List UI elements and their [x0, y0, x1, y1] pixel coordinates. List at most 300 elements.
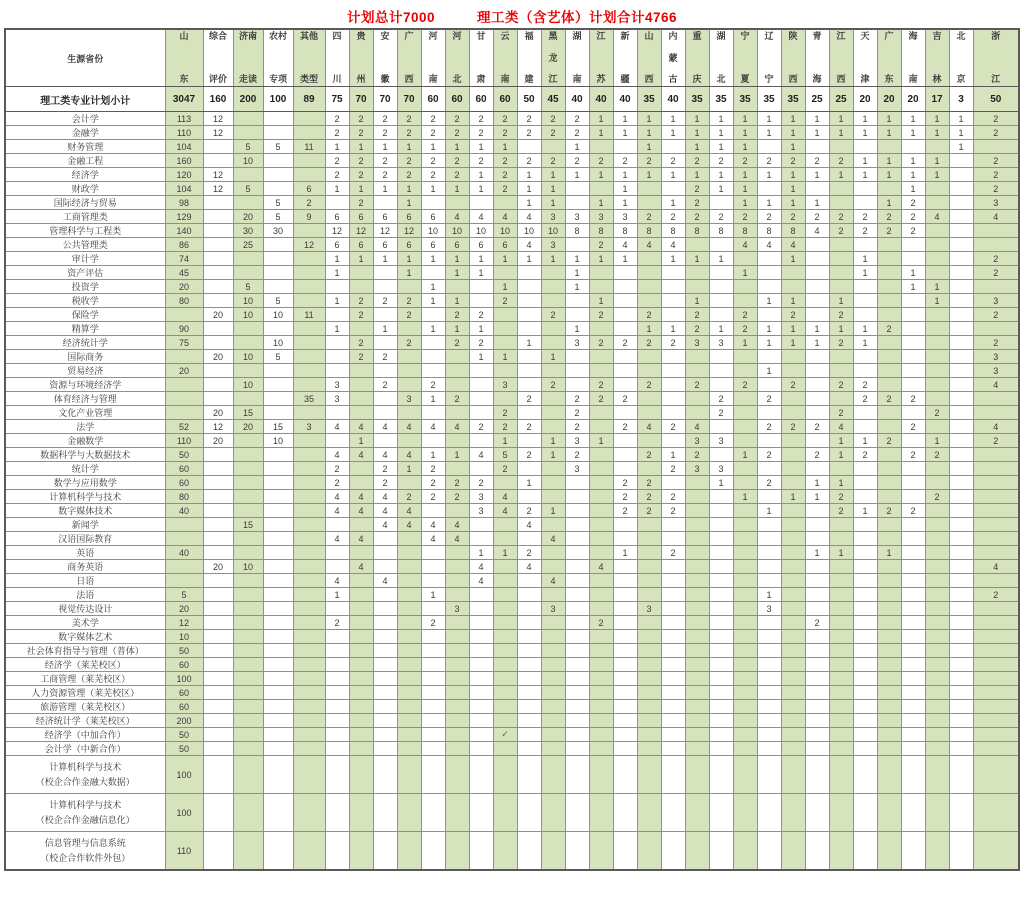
- data-cell: 4: [349, 504, 373, 518]
- data-cell: [493, 630, 517, 644]
- data-cell: [709, 574, 733, 588]
- data-cell: [421, 794, 445, 832]
- data-cell: [709, 832, 733, 871]
- data-cell: [709, 602, 733, 616]
- column-header-青海: 青 海: [805, 29, 829, 87]
- data-cell: 1: [757, 196, 781, 210]
- data-cell: 2: [613, 392, 637, 406]
- data-cell: [325, 560, 349, 574]
- data-cell: [293, 672, 325, 686]
- data-cell: 1: [613, 196, 637, 210]
- data-cell: 2: [517, 154, 541, 168]
- data-cell: [637, 832, 661, 871]
- data-cell: [233, 532, 263, 546]
- data-cell: 2: [493, 406, 517, 420]
- data-cell: [637, 644, 661, 658]
- data-cell: [685, 714, 709, 728]
- table-row: [5, 686, 1019, 700]
- data-cell: [853, 630, 877, 644]
- data-cell: [757, 742, 781, 756]
- data-cell: [203, 794, 233, 832]
- data-cell: [233, 392, 263, 406]
- column-header-山西: 山 西: [637, 29, 661, 87]
- data-cell: [805, 294, 829, 308]
- data-cell: [973, 616, 1019, 630]
- data-cell: [733, 644, 757, 658]
- data-cell: [421, 644, 445, 658]
- data-cell: 4: [421, 420, 445, 434]
- data-cell: 20: [203, 434, 233, 448]
- data-cell: [709, 630, 733, 644]
- data-cell: [263, 154, 293, 168]
- subtotal-cell-山西: 35: [637, 87, 661, 112]
- data-cell: [293, 546, 325, 560]
- data-cell: 1: [733, 182, 757, 196]
- data-cell: [517, 308, 541, 322]
- data-cell: [293, 700, 325, 714]
- data-cell: [349, 616, 373, 630]
- table-row: [5, 350, 1019, 364]
- data-cell: 6: [469, 238, 493, 252]
- data-cell: 4: [325, 490, 349, 504]
- data-cell: 1: [517, 476, 541, 490]
- data-cell: 5: [165, 588, 203, 602]
- data-cell: 1: [925, 434, 949, 448]
- data-cell: [685, 672, 709, 686]
- data-cell: [781, 588, 805, 602]
- column-header-天津: 天 津: [853, 29, 877, 87]
- data-cell: [733, 658, 757, 672]
- row-label: 计算机科学与技术 （校企合作金融大数据）: [5, 756, 165, 794]
- data-cell: [805, 504, 829, 518]
- row-label: 美术学: [5, 616, 165, 630]
- data-cell: [949, 210, 973, 224]
- data-cell: [349, 658, 373, 672]
- data-cell: 2: [445, 336, 469, 350]
- data-cell: [421, 714, 445, 728]
- data-cell: [685, 616, 709, 630]
- data-cell: [233, 756, 263, 794]
- data-cell: [877, 336, 901, 350]
- data-cell: [565, 588, 589, 602]
- data-cell: 4: [973, 378, 1019, 392]
- data-cell: [517, 294, 541, 308]
- data-cell: [493, 616, 517, 630]
- data-cell: [901, 794, 925, 832]
- data-cell: 2: [517, 112, 541, 126]
- data-cell: 2: [493, 182, 517, 196]
- data-cell: [349, 700, 373, 714]
- data-cell: [757, 644, 781, 658]
- data-cell: [877, 252, 901, 266]
- data-cell: [661, 532, 685, 546]
- data-cell: [661, 406, 685, 420]
- data-cell: [589, 742, 613, 756]
- data-cell: 4: [373, 518, 397, 532]
- data-cell: [469, 686, 493, 700]
- data-cell: 1: [565, 280, 589, 294]
- data-cell: [203, 588, 233, 602]
- data-cell: [637, 196, 661, 210]
- data-cell: 20: [203, 560, 233, 574]
- data-cell: [517, 588, 541, 602]
- data-cell: [949, 406, 973, 420]
- data-cell: [877, 476, 901, 490]
- table-row: [5, 644, 1019, 658]
- data-cell: [233, 588, 263, 602]
- subtotal-cell-农村专项: 100: [263, 87, 293, 112]
- data-cell: 4: [421, 518, 445, 532]
- data-cell: [589, 728, 613, 742]
- data-cell: 3: [973, 294, 1019, 308]
- data-cell: [397, 742, 421, 756]
- data-cell: [589, 350, 613, 364]
- subtotal-cell-宁夏: 35: [733, 87, 757, 112]
- data-cell: 12: [203, 168, 233, 182]
- data-cell: 2: [901, 210, 925, 224]
- data-cell: [203, 714, 233, 728]
- data-cell: 1: [325, 322, 349, 336]
- data-cell: [325, 630, 349, 644]
- data-cell: [949, 462, 973, 476]
- data-cell: [397, 794, 421, 832]
- data-cell: 2: [445, 154, 469, 168]
- data-cell: 1: [781, 336, 805, 350]
- data-cell: [709, 588, 733, 602]
- data-cell: [949, 714, 973, 728]
- data-cell: [853, 280, 877, 294]
- table-row: [5, 504, 1019, 518]
- data-cell: [349, 644, 373, 658]
- data-cell: [949, 658, 973, 672]
- data-cell: [661, 364, 685, 378]
- data-cell: 4: [685, 420, 709, 434]
- data-cell: 1: [829, 112, 853, 126]
- data-cell: 2: [901, 392, 925, 406]
- data-cell: 2: [685, 154, 709, 168]
- data-cell: 1: [949, 140, 973, 154]
- data-cell: 2: [517, 420, 541, 434]
- data-cell: [589, 364, 613, 378]
- data-cell: [829, 350, 853, 364]
- data-cell: 1: [853, 168, 877, 182]
- data-cell: [949, 252, 973, 266]
- subtotal-cell-济南走读: 200: [233, 87, 263, 112]
- data-cell: [781, 686, 805, 700]
- column-header-江西: 江 西: [829, 29, 853, 87]
- data-cell: [709, 308, 733, 322]
- data-cell: 1: [877, 154, 901, 168]
- data-cell: [805, 350, 829, 364]
- data-cell: 1: [589, 294, 613, 308]
- data-cell: 1: [757, 294, 781, 308]
- data-cell: 1: [373, 182, 397, 196]
- data-cell: 2: [637, 448, 661, 462]
- data-cell: 6: [373, 210, 397, 224]
- data-cell: [853, 420, 877, 434]
- column-header-新疆: 新 疆: [613, 29, 637, 87]
- data-cell: 1: [733, 266, 757, 280]
- data-cell: [565, 832, 589, 871]
- data-cell: [517, 602, 541, 616]
- data-cell: [589, 686, 613, 700]
- data-cell: 6: [421, 210, 445, 224]
- data-cell: 11: [293, 308, 325, 322]
- data-cell: [661, 588, 685, 602]
- data-cell: 1: [493, 434, 517, 448]
- data-cell: [233, 574, 263, 588]
- data-cell: [925, 350, 949, 364]
- data-cell: 15: [263, 420, 293, 434]
- data-cell: [165, 308, 203, 322]
- table-row: [5, 322, 1019, 336]
- data-cell: [973, 672, 1019, 686]
- data-cell: [805, 574, 829, 588]
- data-cell: [517, 378, 541, 392]
- data-cell: 3: [325, 378, 349, 392]
- data-cell: [853, 560, 877, 574]
- data-cell: [565, 350, 589, 364]
- data-cell: [805, 728, 829, 742]
- data-cell: [925, 602, 949, 616]
- data-cell: [233, 462, 263, 476]
- data-cell: 1: [589, 252, 613, 266]
- data-cell: [877, 420, 901, 434]
- table-row: [5, 280, 1019, 294]
- data-cell: [973, 322, 1019, 336]
- data-cell: [565, 196, 589, 210]
- data-cell: [203, 574, 233, 588]
- data-cell: [661, 434, 685, 448]
- row-label: 会计学: [5, 112, 165, 126]
- data-cell: 1: [709, 126, 733, 140]
- row-label: 审计学: [5, 252, 165, 266]
- data-cell: 5: [233, 182, 263, 196]
- data-cell: 2: [805, 616, 829, 630]
- data-cell: [493, 714, 517, 728]
- data-cell: 2: [349, 336, 373, 350]
- data-cell: 5: [493, 448, 517, 462]
- data-cell: [541, 518, 565, 532]
- data-cell: 1: [925, 154, 949, 168]
- data-cell: [781, 448, 805, 462]
- data-cell: [949, 490, 973, 504]
- data-cell: [901, 602, 925, 616]
- data-cell: 2: [349, 112, 373, 126]
- data-cell: [733, 630, 757, 644]
- subtotal-cell-湖南: 40: [565, 87, 589, 112]
- data-cell: [973, 742, 1019, 756]
- row-label: 经济学: [5, 168, 165, 182]
- data-cell: [349, 266, 373, 280]
- data-cell: [853, 546, 877, 560]
- data-cell: 2: [517, 448, 541, 462]
- data-cell: [805, 392, 829, 406]
- data-cell: [661, 350, 685, 364]
- data-cell: 3: [565, 434, 589, 448]
- data-cell: [685, 602, 709, 616]
- data-cell: [445, 728, 469, 742]
- data-cell: 2: [877, 434, 901, 448]
- data-cell: [469, 832, 493, 871]
- data-cell: [949, 832, 973, 871]
- data-cell: [853, 616, 877, 630]
- row-label: 数学与应用数学: [5, 476, 165, 490]
- data-cell: [733, 832, 757, 871]
- data-cell: [263, 532, 293, 546]
- data-cell: [203, 602, 233, 616]
- data-cell: 2: [421, 476, 445, 490]
- data-cell: 1: [925, 112, 949, 126]
- data-cell: [973, 644, 1019, 658]
- data-cell: 2: [829, 406, 853, 420]
- data-cell: [709, 756, 733, 794]
- data-cell: 2: [829, 378, 853, 392]
- data-cell: 2: [973, 126, 1019, 140]
- data-cell: [233, 644, 263, 658]
- data-cell: [325, 728, 349, 742]
- table-row: [5, 728, 1019, 742]
- data-cell: 6: [325, 210, 349, 224]
- data-cell: [445, 616, 469, 630]
- data-cell: [757, 350, 781, 364]
- column-header-农村专项: 农村 专项: [263, 29, 293, 87]
- data-cell: [349, 518, 373, 532]
- data-cell: [853, 238, 877, 252]
- data-cell: 104: [165, 140, 203, 154]
- data-cell: [293, 168, 325, 182]
- data-cell: 2: [829, 154, 853, 168]
- data-cell: 2: [469, 336, 493, 350]
- data-cell: 2: [325, 476, 349, 490]
- data-cell: [805, 462, 829, 476]
- data-cell: [263, 490, 293, 504]
- data-cell: [613, 742, 637, 756]
- data-cell: [877, 756, 901, 794]
- row-label: 人力资源管理（莱芜校区）: [5, 686, 165, 700]
- data-cell: 1: [397, 196, 421, 210]
- data-cell: [925, 336, 949, 350]
- data-cell: [445, 462, 469, 476]
- column-header-宁夏: 宁 夏: [733, 29, 757, 87]
- data-cell: 1: [925, 280, 949, 294]
- data-cell: 2: [829, 490, 853, 504]
- data-cell: [493, 700, 517, 714]
- data-cell: [263, 630, 293, 644]
- subtotal-cell-云南: 60: [493, 87, 517, 112]
- data-cell: [637, 756, 661, 794]
- data-cell: [637, 364, 661, 378]
- data-cell: 2: [421, 378, 445, 392]
- data-cell: 2: [589, 154, 613, 168]
- table-row: [5, 154, 1019, 168]
- data-cell: [325, 756, 349, 794]
- data-cell: 1: [805, 490, 829, 504]
- data-cell: [949, 518, 973, 532]
- data-cell: [421, 434, 445, 448]
- data-cell: [233, 742, 263, 756]
- plan-total-title: [347, 6, 677, 26]
- data-cell: 4: [349, 490, 373, 504]
- data-cell: 2: [445, 308, 469, 322]
- data-cell: 4: [445, 210, 469, 224]
- data-cell: [805, 532, 829, 546]
- data-cell: [445, 630, 469, 644]
- data-cell: [709, 672, 733, 686]
- data-cell: 5: [233, 280, 263, 294]
- data-cell: [973, 728, 1019, 742]
- data-cell: [781, 350, 805, 364]
- data-cell: [853, 728, 877, 742]
- data-cell: [949, 294, 973, 308]
- data-cell: [805, 406, 829, 420]
- data-cell: 120: [165, 168, 203, 182]
- row-label: 体育经济与管理: [5, 392, 165, 406]
- row-label: 社会体育指导与管理（普体）: [5, 644, 165, 658]
- data-cell: [781, 616, 805, 630]
- data-cell: 20: [203, 308, 233, 322]
- data-cell: [757, 630, 781, 644]
- data-cell: [853, 794, 877, 832]
- data-cell: [445, 574, 469, 588]
- data-cell: 1: [949, 126, 973, 140]
- subtotal-cell-天津: 20: [853, 87, 877, 112]
- column-header-辽宁: 辽 宁: [757, 29, 781, 87]
- data-cell: [973, 406, 1019, 420]
- data-cell: [517, 434, 541, 448]
- data-cell: [757, 490, 781, 504]
- corner-header: 生源省份: [5, 29, 165, 87]
- data-cell: [589, 672, 613, 686]
- data-cell: [517, 532, 541, 546]
- data-cell: 2: [397, 154, 421, 168]
- data-cell: 1: [709, 168, 733, 182]
- data-cell: [877, 182, 901, 196]
- data-cell: [373, 266, 397, 280]
- data-cell: 2: [973, 252, 1019, 266]
- data-cell: [901, 294, 925, 308]
- data-cell: [925, 756, 949, 794]
- data-cell: [781, 560, 805, 574]
- data-cell: 1: [373, 140, 397, 154]
- data-cell: [565, 238, 589, 252]
- data-cell: [325, 644, 349, 658]
- data-cell: 1: [445, 266, 469, 280]
- data-cell: 2: [565, 420, 589, 434]
- data-cell: [445, 378, 469, 392]
- data-cell: 2: [373, 462, 397, 476]
- data-cell: 4: [325, 532, 349, 546]
- data-cell: 2: [733, 322, 757, 336]
- data-cell: [925, 686, 949, 700]
- data-cell: 2: [349, 196, 373, 210]
- data-cell: [373, 308, 397, 322]
- data-cell: [373, 756, 397, 794]
- data-cell: 1: [661, 448, 685, 462]
- data-cell: 1: [757, 168, 781, 182]
- data-cell: [541, 266, 565, 280]
- data-cell: 2: [565, 406, 589, 420]
- data-cell: [925, 560, 949, 574]
- data-cell: [613, 714, 637, 728]
- table-row: [5, 238, 1019, 252]
- data-cell: 1: [469, 168, 493, 182]
- data-cell: [829, 700, 853, 714]
- data-cell: 1: [493, 140, 517, 154]
- data-cell: 1: [421, 294, 445, 308]
- data-cell: [613, 518, 637, 532]
- data-cell: 2: [661, 210, 685, 224]
